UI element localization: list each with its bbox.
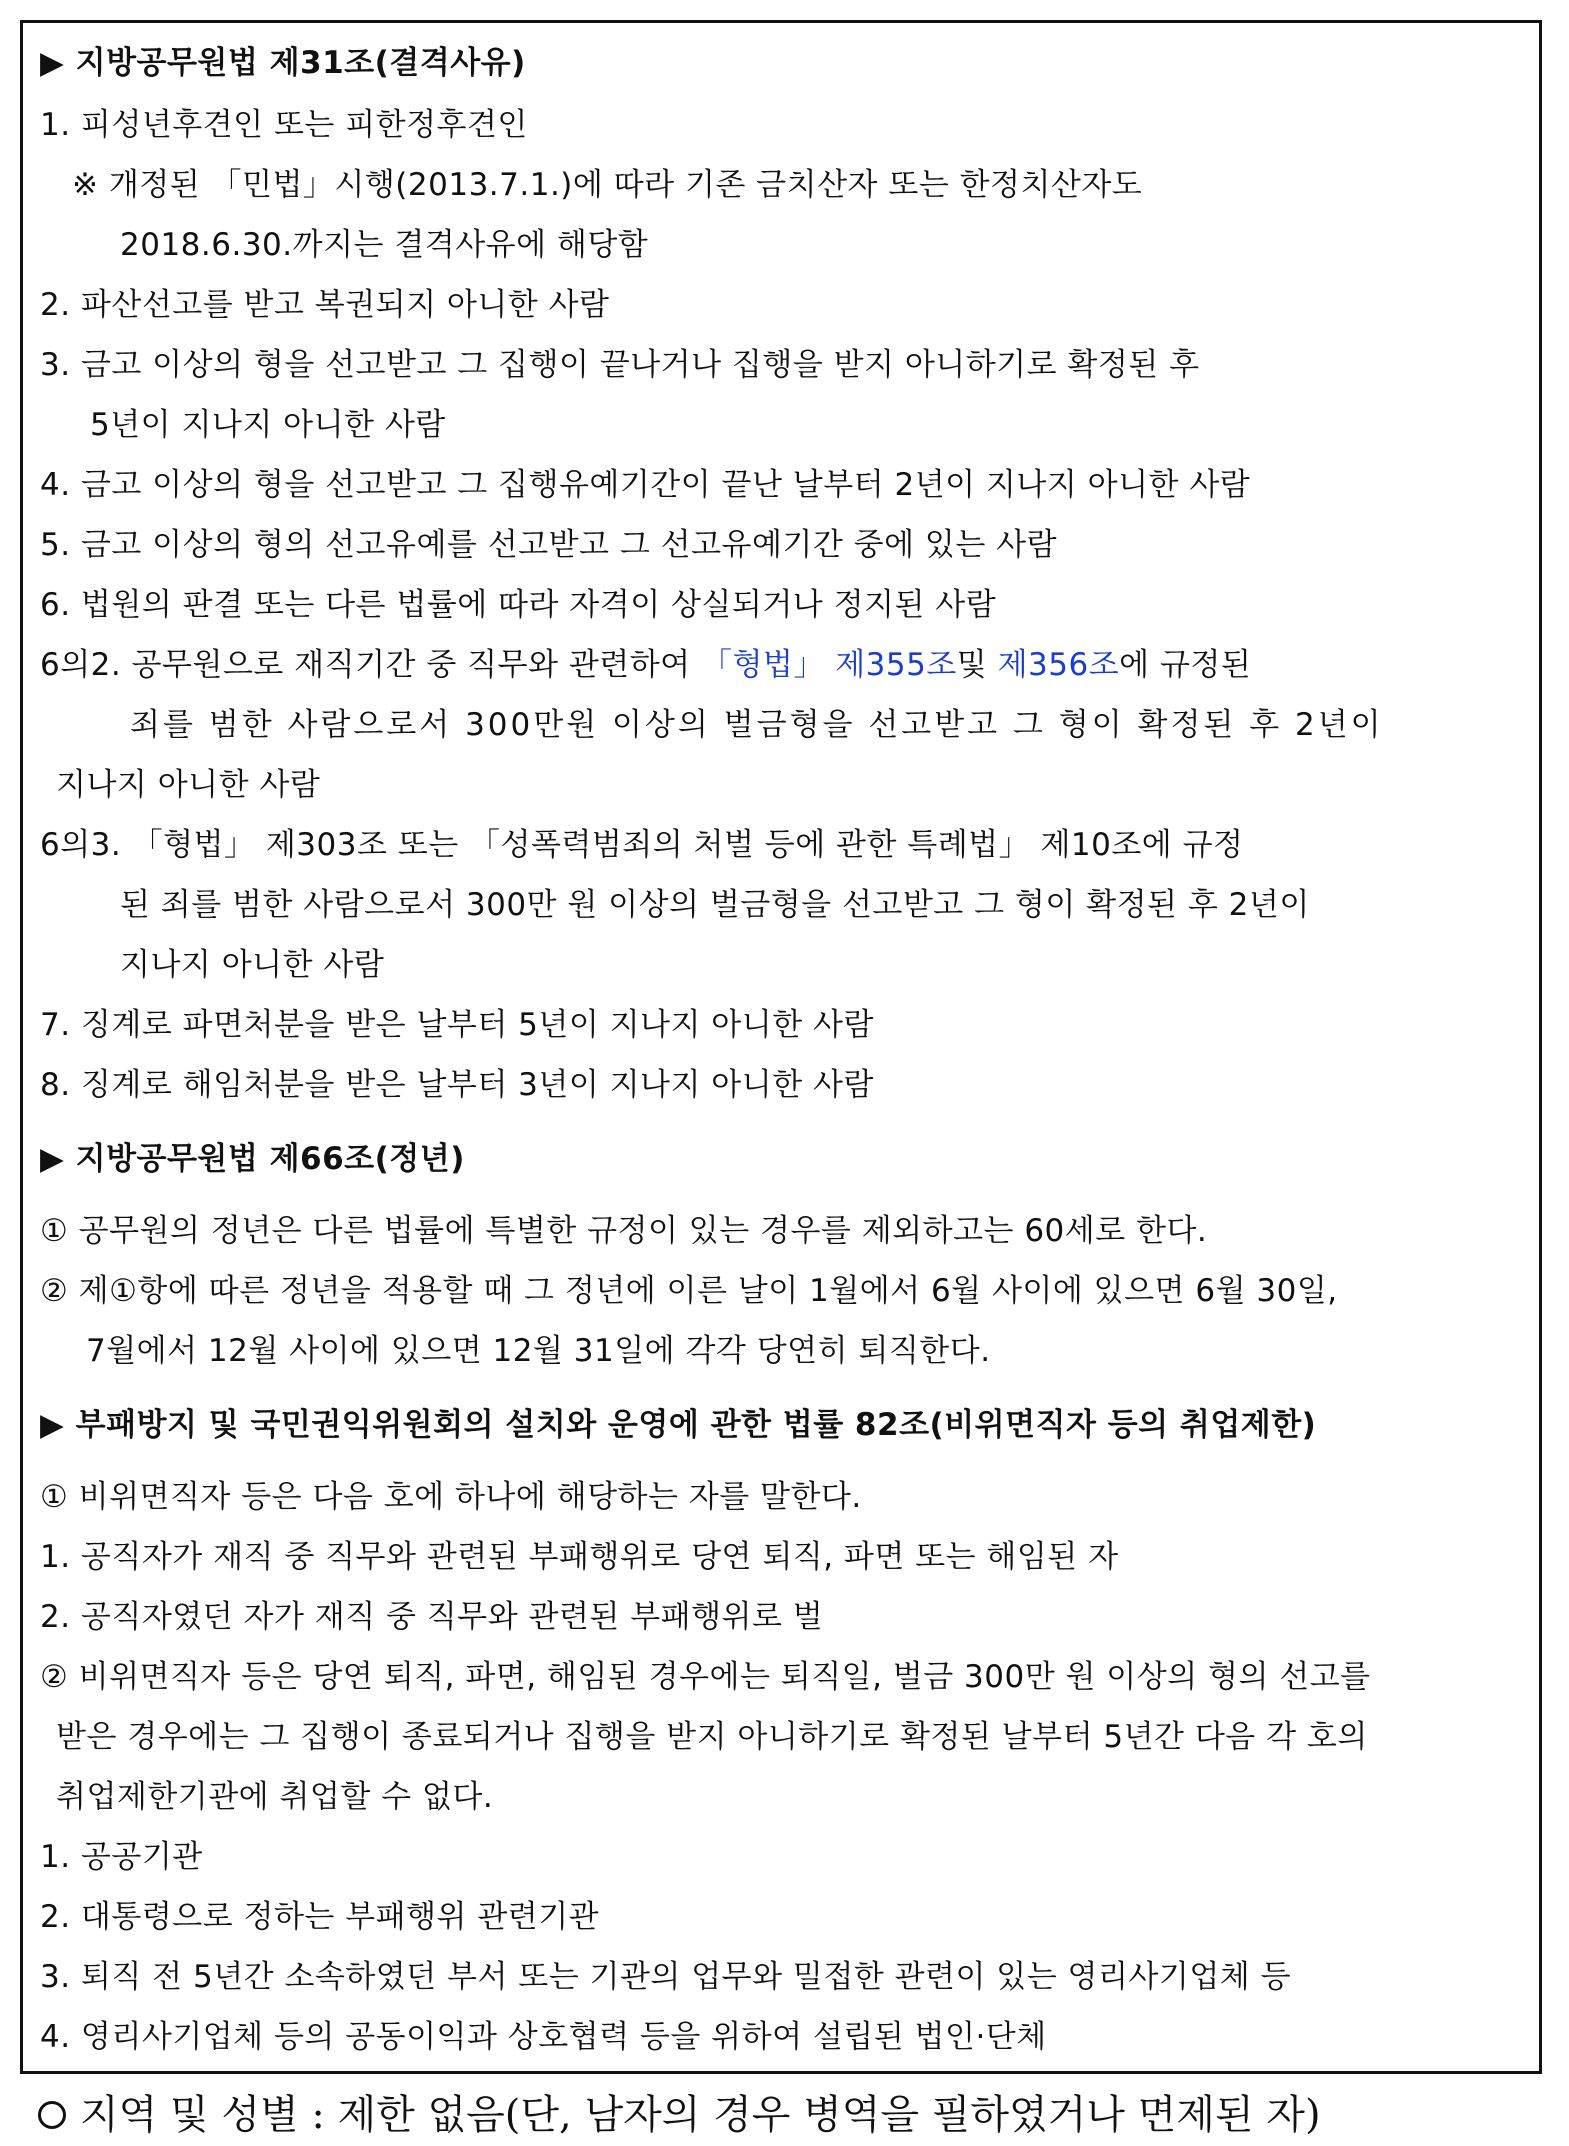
text-line: 1. 공공기관 [40,1839,203,1875]
text-line: 받은 경우에는 그 집행이 종료되거나 집행을 받지 아니하기로 확정된 날부터 5년간 다음 각 호의 [56,1719,1368,1755]
text-segment: 및 [956,647,998,683]
text-line: 2. 파산선고를 받고 복권되지 아니한 사람 [40,287,610,323]
text-line [130,706,1524,744]
section-heading-art66: ▶ 지방공무원법 제66조(정년) [40,1141,465,1177]
text-line: 1. 공직자가 재직 중 직무와 관련된 부패행위로 당연 퇴직, 파면 또는 해임된 자 [40,1539,1119,1575]
text-line: 5. 금고 이상의 형의 선고유예를 선고받고 그 선고유예기간 중에 있는 사람 [40,527,1058,563]
text-line: 5년이 지나지 아니한 사람 [90,407,446,443]
text-line: ① 공무원의 정년은 다른 법률에 특별한 규정이 있는 경우를 제외하고는 60세로 한다. [40,1213,1208,1249]
footer-text: 지역 및 성별 : 제한 없음(단, 남자의 경우 병역을 필하였거나 면제된 자) [80,2092,1321,2138]
text-line: 취업제한기관에 취업할 수 없다. [56,1779,494,1815]
text-line: 6. 법원의 판결 또는 다른 법률에 따라 자격이 상실되거나 정지된 사람 [40,587,997,623]
legal-text-box [20,20,1542,2074]
text-line: 지나지 아니한 사람 [56,767,321,803]
text-line: 4. 금고 이상의 형을 선고받고 그 집행유예기간이 끝난 날부터 2년이 지나지 아니한 사람 [40,467,1251,503]
section-heading-art31: ▶ 지방공무원법 제31조(결격사유) [40,45,526,81]
text-content: 죄를 범한 사람으로서 300만원 이상의 벌금형을 선고받고 그 형이 확정된 후 2년이 [130,707,1384,743]
text-segment: 6의2. 공무원으로 재직기간 중 직무와 관련하여 [40,647,701,683]
note-line: ※ 개정된 「민법」시행(2013.7.1.)에 따라 기존 금치산자 또는 한정치산자도 [72,167,1143,203]
text-segment: 에 규정된 [1119,647,1252,683]
text-line: 2. 공직자였던 자가 재직 중 직무와 관련된 부패행위로 벌 [40,1599,824,1635]
text-line: 3. 퇴직 전 5년간 소속하였던 부서 또는 기관의 업무와 밀접한 관련이 있는 영리사기업체 등 [40,1959,1292,1995]
text-line: 7월에서 12월 사이에 있으면 12월 31일에 각각 당연히 퇴직한다. [86,1333,991,1369]
note-line: 2018.6.30.까지는 결격사유에 해당함 [120,227,649,263]
text-line: ① 비위면직자 등은 다음 호에 하나에 해당하는 자를 말한다. [40,1479,862,1515]
criminal-act-link-355[interactable]: 「형법」 제355조 [700,647,957,683]
section-heading-anticorruption: ▶ 부패방지 및 국민권익위원회의 설치와 운영에 관한 법률 82조(비위면직자 등의 취업제한) [40,1407,1317,1443]
text-line: 3. 금고 이상의 형을 선고받고 그 집행이 끝나거나 집행을 받지 아니하기로 확정된 후 [40,347,1200,383]
circle-bullet-icon [38,2101,66,2129]
text-line: 4. 영리사기업체 등의 공동이익과 상호협력 등을 위하여 설립된 법인·단체 [40,2019,1047,2055]
text-line: 8. 징계로 해임처분을 받은 날부터 3년이 지나지 아니한 사람 [40,1067,874,1103]
text-line: 1. 피성년후견인 또는 피한정후견인 [40,107,528,143]
footer-line [38,2090,1321,2140]
text-line: ② 제①항에 따른 정년을 적용할 때 그 정년에 이른 날이 1월에서 6월 사이에 있으면 6월 30일, [40,1273,1338,1309]
text-line: 2. 대통령으로 정하는 부패행위 관련기관 [40,1899,600,1935]
text-line-6-2 [40,646,1251,684]
text-line: 된 죄를 범한 사람으로서 300만 원 이상의 벌금형을 선고받고 그 형이 확정된 후 2년이 [120,887,1310,923]
text-line: 6의3. 「형법」 제303조 또는 「성폭력범죄의 처벌 등에 관한 특례법」 제10조에 규정 [40,827,1244,863]
text-line: ② 비위면직자 등은 당연 퇴직, 파면, 해임된 경우에는 퇴직일, 벌금 300만 원 이상의 형의 선고를 [40,1659,1371,1695]
text-line: 7. 징계로 파면처분을 받은 날부터 5년이 지나지 아니한 사람 [40,1007,874,1043]
text-line: 지나지 아니한 사람 [120,947,385,983]
criminal-act-link-356[interactable]: 제356조 [997,647,1120,683]
